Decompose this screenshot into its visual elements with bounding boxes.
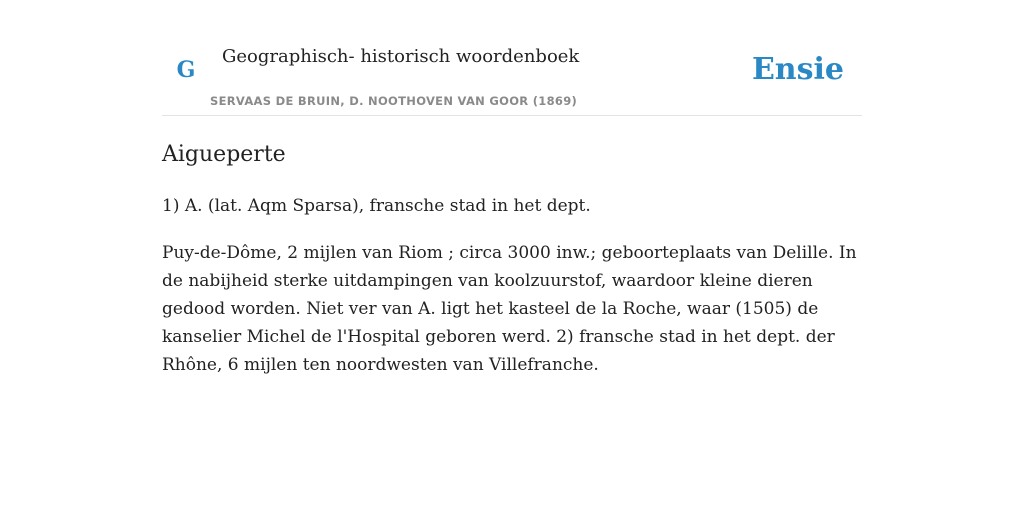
ensie-logo[interactable]: Ensie	[751, 52, 844, 87]
entry-paragraph: Puy-de-Dôme, 2 mijlen van Riom ; circa 3000 inw.; geboorteplaats van Delille. In de nabijheid sterke uitdampingen van koolzuurstof, waardoor kleine dieren gedood worden. Niet ver van A. ligt het kasteel de la Roche, waar (1505) de kanselier Michel de l'Hospital geboren werd. 2) fransche stad in het dept. der Rhône, 6 mijlen ten noordwesten van Villefranche.	[162, 243, 857, 375]
entry-paragraph: 1) A. (lat. Aqm Sparsa), fransche stad in het dept.	[162, 196, 591, 216]
book-header	[162, 38, 862, 116]
book-letter-icon[interactable]: G	[176, 57, 196, 83]
page	[162, 0, 862, 379]
entry-title: Aigueperte	[162, 142, 286, 167]
book-author: SERVAAS DE BRUIN, D. NOOTHOVEN VAN GOOR (1869)	[210, 94, 578, 108]
book-title[interactable]: Geographisch- historisch woordenboek	[222, 46, 580, 67]
